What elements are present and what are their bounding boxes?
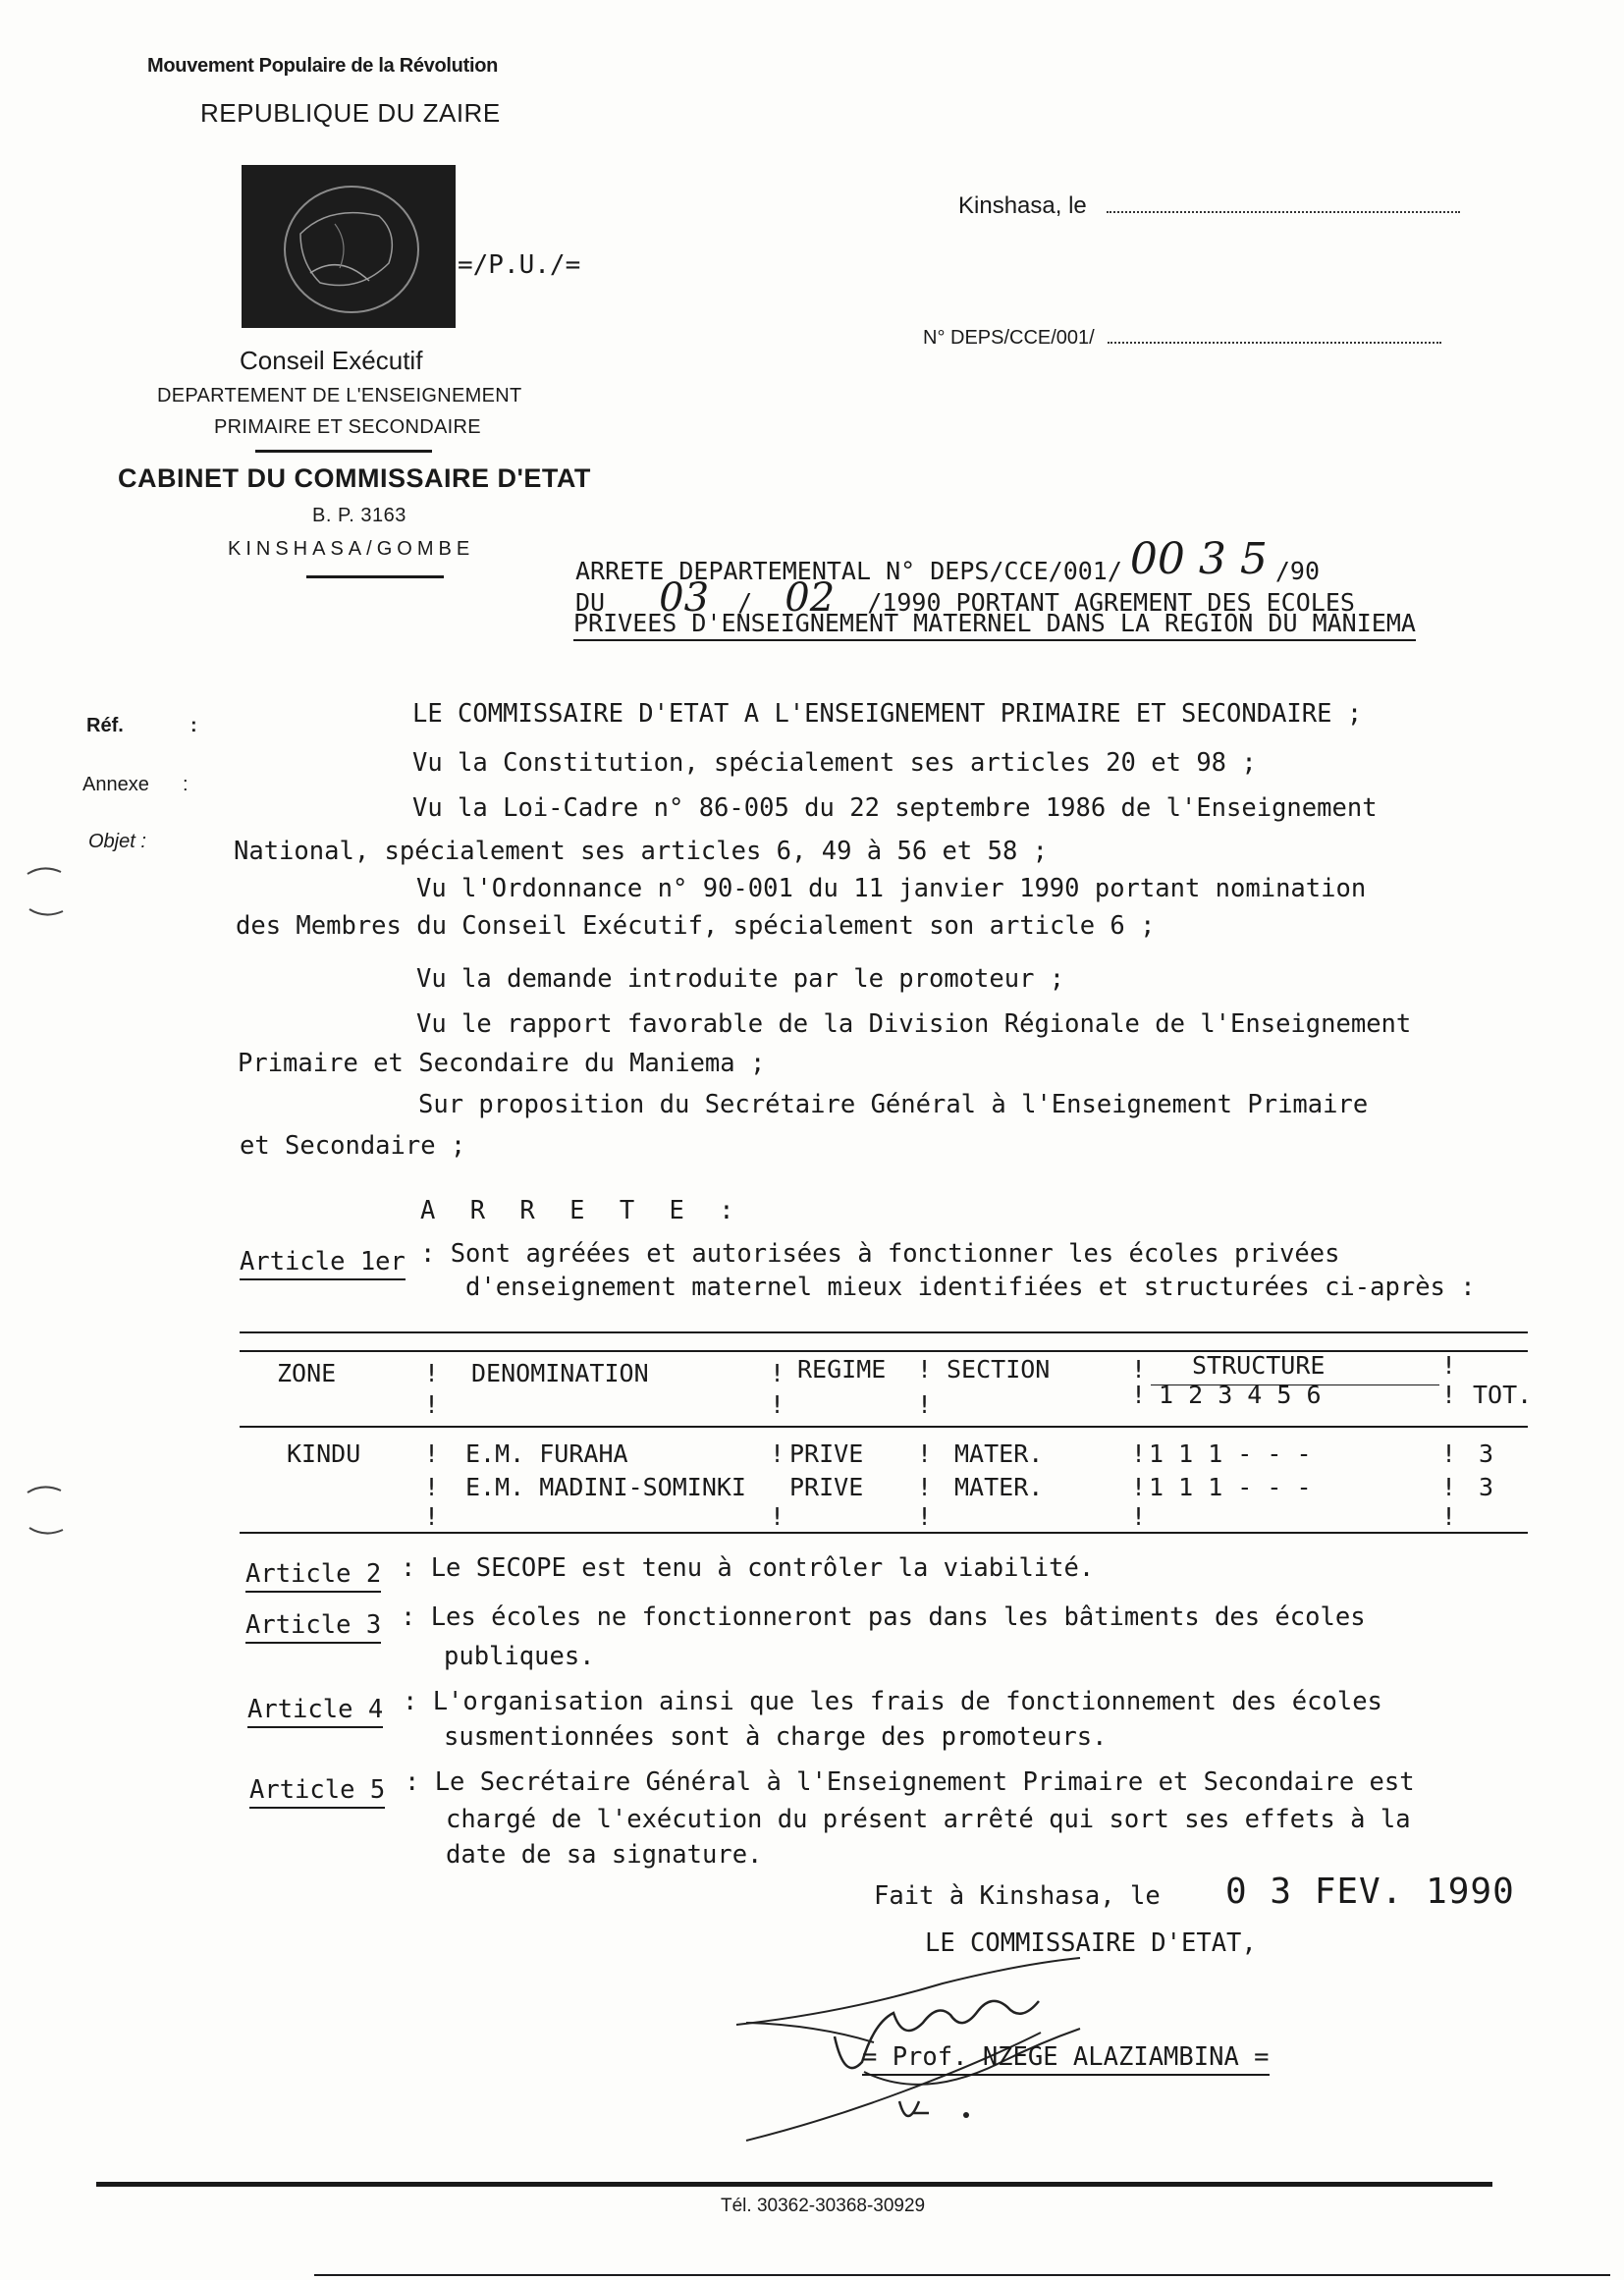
col-sep: ! <box>424 1473 440 1501</box>
article-4-line-1: : L'organisation ainsi que les frais de fonctionnement des écoles <box>403 1687 1382 1716</box>
place-date-label: Kinshasa, le <box>958 192 1087 219</box>
article-5-line-1: : Le Secrétaire Général à l'Enseignement Primaire et Secondaire est <box>405 1767 1415 1797</box>
cell-structure-1: 1 1 1 - - - <box>1149 1439 1312 1468</box>
letterhead-rule-1 <box>255 450 432 453</box>
col-sep: ! <box>1441 1502 1457 1531</box>
article-3-line-2: publiques. <box>444 1642 595 1671</box>
punch-hole-mark-icon-2 <box>24 1481 67 1540</box>
movement-line: Mouvement Populaire de la Révolution <box>147 55 499 77</box>
col-sep: ! <box>1131 1439 1147 1468</box>
article-3-label: Article 3 <box>245 1610 381 1644</box>
preamble-line-8: Primaire et Secondaire du Maniema ; <box>238 1049 766 1078</box>
margin-ref-label: Réf. <box>86 715 124 736</box>
col-header-regime: REGIME <box>797 1355 887 1384</box>
cell-tot-1: 3 <box>1479 1439 1494 1468</box>
article-5-line-2: chargé de l'exécution du présent arrêté qui sort ses effets à la <box>446 1805 1411 1834</box>
reference-dotted-line <box>1108 324 1441 344</box>
cell-zone: KINDU <box>287 1439 361 1468</box>
preamble-line-3: National, spécialement ses articles 6, 49 à 56 et 58 ; <box>234 837 1049 866</box>
cabinet-title: CABINET DU COMMISSAIRE D'ETAT <box>118 463 591 493</box>
preamble-line-6: Vu la demande introduite par le promoteur ; <box>416 964 1065 994</box>
preamble-line-5: des Membres du Conseil Exécutif, spécialement son article 6 ; <box>236 911 1156 941</box>
col-sep: ! <box>917 1390 933 1419</box>
title-slash: / <box>737 588 753 617</box>
col-sep: ! <box>424 1359 440 1387</box>
title-line2-suffix: /1990 PORTANT AGREMENT DES ECOLES <box>867 588 1355 617</box>
table-top-rule <box>240 1331 1528 1333</box>
col-sep: ! <box>1131 1473 1147 1501</box>
margin-annexe-colon: : <box>183 774 189 795</box>
col-header-tot: TOT. <box>1473 1381 1533 1409</box>
page-bottom-rule <box>314 2274 1610 2276</box>
punch-hole-mark-icon <box>24 862 67 921</box>
col-sep: ! <box>770 1390 785 1419</box>
col-sep: ! <box>1131 1502 1147 1531</box>
col-header-zone: ZONE <box>277 1359 337 1387</box>
col-sep: ! <box>770 1502 785 1531</box>
letterhead-rule-2 <box>306 575 444 578</box>
date-dotted-line <box>1107 193 1460 213</box>
title-du: DU <box>575 588 606 617</box>
article-1-label: Article 1er <box>240 1247 406 1280</box>
fait-a-kinshasa: Fait à Kinshasa, le <box>874 1881 1161 1911</box>
preamble-line-0: LE COMMISSAIRE D'ETAT A L'ENSEIGNEMENT PRIMAIRE ET SECONDAIRE ; <box>412 699 1363 729</box>
col-header-levels: 1 2 3 4 5 6 <box>1159 1381 1322 1409</box>
date-stamp: 0 3 FEV. 1990 <box>1225 1872 1515 1912</box>
signatory-name: = Prof. NZEGE ALAZIAMBINA = <box>862 2042 1270 2076</box>
footer-telephone: Tél. 30362-30368-30929 <box>721 2196 926 2216</box>
cell-regime-2: PRIVE <box>789 1473 864 1501</box>
article-2-label: Article 2 <box>245 1559 381 1593</box>
title-prefix: ARRETE DEPARTEMENTAL N° DEPS/CCE/001/ <box>575 557 1122 585</box>
preamble-line-10: et Secondaire ; <box>240 1131 466 1161</box>
col-sep: ! <box>424 1439 440 1468</box>
cell-denomination-1: E.M. FURAHA <box>465 1439 628 1468</box>
cell-denomination-2: E.M. MADINI-SOMINKI <box>465 1473 746 1501</box>
col-sep: ! <box>1441 1473 1457 1501</box>
reference-label: N° DEPS/CCE/001/ <box>923 327 1095 349</box>
department-line-2: PRIMAIRE ET SECONDAIRE <box>214 416 481 438</box>
republic-line: REPUBLIQUE DU ZAIRE <box>200 98 501 128</box>
margin-annexe-label: Annexe <box>82 774 149 795</box>
col-sep: ! <box>1131 1381 1147 1409</box>
arrete-heading: A R R E T E : <box>420 1196 744 1225</box>
emblem-seal <box>242 165 456 328</box>
col-sep: ! <box>1441 1351 1457 1380</box>
margin-objet-label: Objet : <box>88 831 146 852</box>
table-header-rule <box>240 1350 1528 1352</box>
conseil-executif: Conseil Exécutif <box>240 346 423 375</box>
preamble-line-4: Vu l'Ordonnance n° 90-001 du 11 janvier 1990 portant nomination <box>416 874 1367 903</box>
reference-field <box>923 324 1441 350</box>
article-5-label: Article 5 <box>249 1775 385 1809</box>
col-header-denomination: DENOMINATION <box>471 1359 649 1387</box>
preamble-line-9: Sur proposition du Secrétaire Général à l'Enseignement Primaire <box>418 1090 1369 1119</box>
preamble-line-2: Vu la Loi-Cadre n° 86-005 du 22 septembre 1986 de l'Enseignement <box>412 793 1378 823</box>
cell-section-1: MATER. <box>954 1439 1044 1468</box>
table-bottom-rule <box>240 1532 1528 1534</box>
commissaire-title: LE COMMISSAIRE D'ETAT, <box>925 1928 1257 1958</box>
table-body-rule <box>240 1426 1528 1428</box>
col-header-structure: STRUCTURE <box>1192 1351 1326 1380</box>
pu-mark: =/P.U./= <box>458 250 581 280</box>
title-day-handwritten: 03 <box>659 575 710 621</box>
title-month-handwritten: 02 <box>785 575 836 621</box>
article-2-line-1: : Le SECOPE est tenu à contrôler la viabilité. <box>401 1553 1095 1583</box>
cell-section-2: MATER. <box>954 1473 1044 1501</box>
col-header-section: SECTION <box>947 1355 1051 1384</box>
col-sep: ! <box>770 1359 785 1387</box>
article-4-label: Article 4 <box>247 1695 383 1728</box>
article-1-line-2: d'enseignement maternel mieux identifiées et structurées ci-après : <box>465 1273 1476 1302</box>
city-line: KINSHASA/GOMBE <box>228 538 475 560</box>
cell-structure-2: 1 1 1 - - - <box>1149 1473 1312 1501</box>
preamble-line-1: Vu la Constitution, spécialement ses articles 20 et 98 ; <box>412 748 1257 778</box>
title-year: /90 <box>1274 557 1321 585</box>
article-5-line-3: date de sa signature. <box>446 1840 763 1870</box>
col-sep: ! <box>1131 1355 1147 1384</box>
col-sep: ! <box>1441 1439 1457 1468</box>
department-line-1: DEPARTEMENT DE L'ENSEIGNEMENT <box>157 385 522 407</box>
title-number-handwritten: 00 3 5 <box>1129 534 1268 584</box>
title-line-3: PRIVEES D'ENSEIGNEMENT MATERNEL DANS LA REGION DU MANIEMA <box>573 609 1416 641</box>
margin-ref-colon: : <box>190 715 197 736</box>
article-4-line-2: susmentionnées sont à charge des promoteurs. <box>444 1722 1108 1752</box>
col-sep: ! <box>917 1439 933 1468</box>
place-date-field <box>958 192 1460 220</box>
col-sep: ! <box>770 1439 785 1468</box>
col-sep: ! <box>424 1390 440 1419</box>
col-sep: ! <box>424 1502 440 1531</box>
article-1-line-1: : Sont agréées et autorisées à fonctionner les écoles privées <box>420 1239 1340 1269</box>
col-sep: ! <box>917 1502 933 1531</box>
cell-tot-2: 3 <box>1479 1473 1494 1501</box>
article-3-line-1: : Les écoles ne fonctionneront pas dans les bâtiments des écoles <box>401 1602 1366 1632</box>
col-sep: ! <box>917 1355 933 1384</box>
po-box: B. P. 3163 <box>312 505 406 526</box>
cell-regime-1: PRIVE <box>789 1439 864 1468</box>
col-sep: ! <box>1441 1381 1457 1409</box>
preamble-line-7: Vu le rapport favorable de la Division Régionale de l'Enseignement <box>416 1009 1412 1039</box>
col-sep: ! <box>917 1473 933 1501</box>
footer-rule <box>96 2182 1492 2187</box>
globe-emblem-icon <box>242 165 456 328</box>
